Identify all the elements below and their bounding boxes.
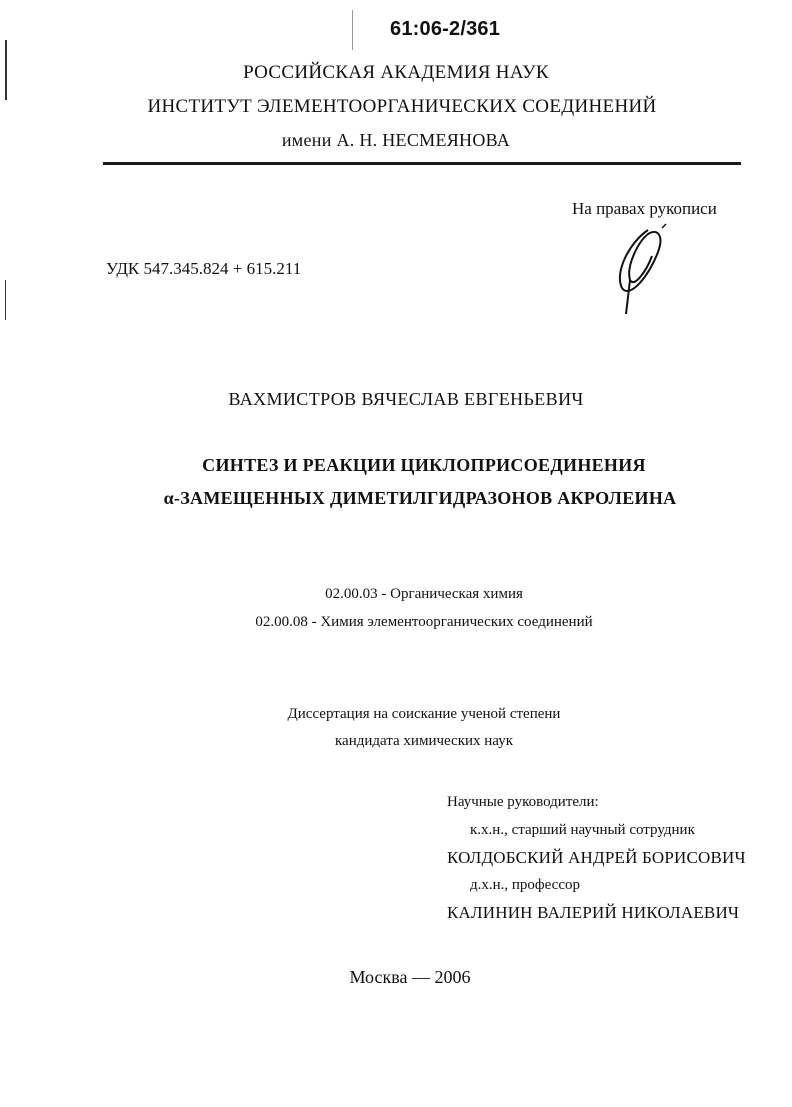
supervisor-1-name: КОЛДОБСКИЙ АНДРЕЙ БОРИСОВИЧ	[447, 848, 746, 867]
organization-line-1: РОССИЙСКАЯ АКАДЕМИЯ НАУК	[243, 62, 549, 83]
manuscript-rights: На правах рукописи	[572, 199, 717, 218]
specialty-1: 02.00.03 - Органическая химия	[325, 586, 523, 602]
dissertation-line-1: Диссертация на соискание ученой степени	[287, 706, 561, 722]
header-divider	[103, 162, 741, 165]
scan-edge-mark	[352, 10, 353, 50]
udk-code: УДК 547.345.824 + 615.211	[106, 259, 302, 278]
archive-code: 61:06-2/361	[390, 18, 501, 40]
specialty-2: 02.00.08 - Химия элементоорганических соединений	[255, 614, 593, 630]
author-name: ВАХМИСТРОВ ВЯЧЕСЛАВ ЕВГЕНЬЕВИЧ	[228, 389, 584, 409]
dissertation-line-2: кандидата химических наук	[334, 733, 513, 749]
organization-line-2: ИНСТИТУТ ЭЛЕМЕНТООРГАНИЧЕСКИХ СОЕДИНЕНИЙ	[147, 96, 657, 117]
thesis-title-line-1: СИНТЕЗ И РЕАКЦИИ ЦИКЛОПРИСОЕДИНЕНИЯ	[202, 455, 646, 475]
supervisor-2-name: КАЛИНИН ВАЛЕРИЙ НИКОЛАЕВИЧ	[447, 903, 740, 922]
supervisor-2-title: д.х.н., профессор	[470, 877, 581, 893]
supervisors-heading: Научные руководители:	[447, 794, 599, 810]
city-year: Москва — 2006	[349, 967, 471, 987]
signature	[600, 222, 680, 318]
scan-edge-mark	[5, 280, 6, 320]
organization-line-3: имени А. Н. НЕСМЕЯНОВА	[281, 130, 511, 150]
thesis-title-line-2: α-ЗАМЕЩЕННЫХ ДИМЕТИЛГИДРАЗОНОВ АКРОЛЕИНА	[163, 488, 677, 508]
supervisor-1-title: к.х.н., старший научный сотрудник	[470, 822, 695, 838]
